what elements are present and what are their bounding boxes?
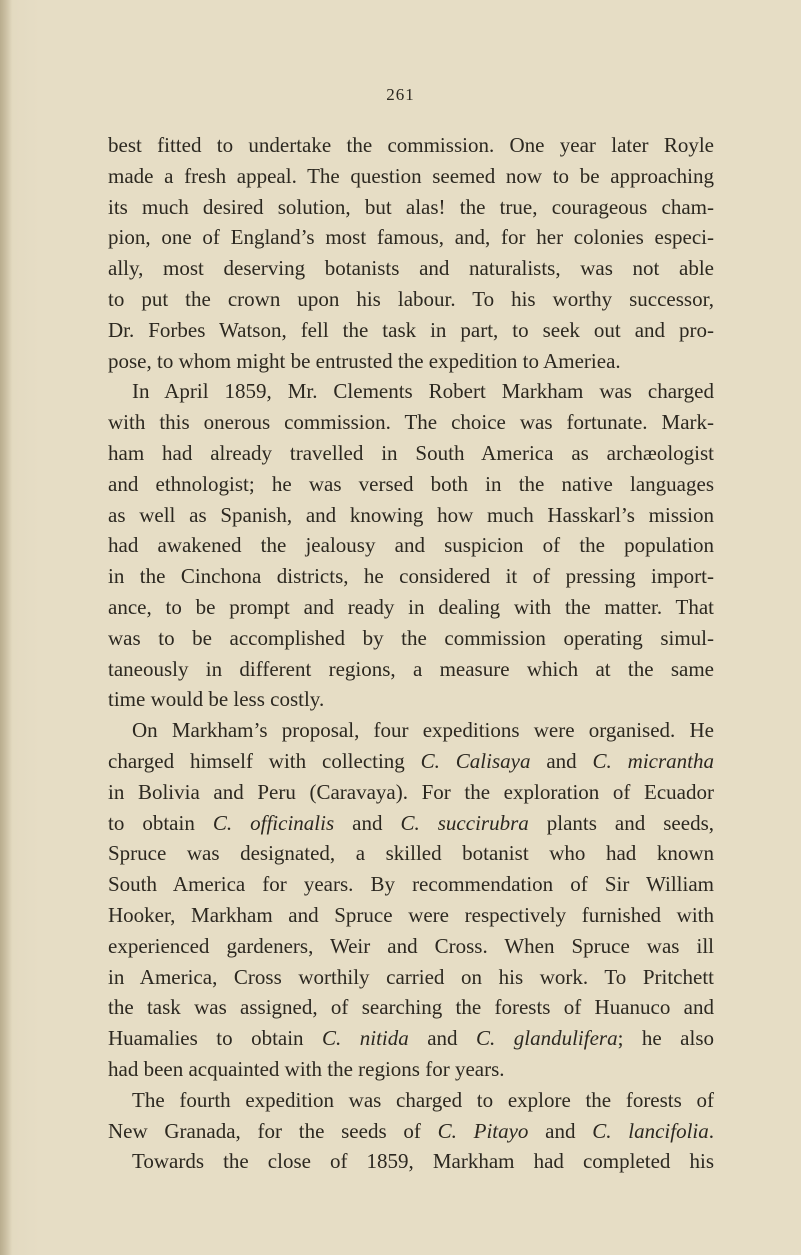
text-line: made a fresh appeal. The question seemed now to be approaching bbox=[108, 163, 714, 188]
spine-shadow bbox=[0, 0, 12, 1255]
text-line: In April 1859, Mr. Clements Robert Markham was charged bbox=[132, 379, 714, 404]
text-line: On Markham’s proposal, four expeditions were organised. He bbox=[132, 718, 714, 743]
text-line: Spruce was designated, a skilled botanist who had known bbox=[108, 841, 714, 866]
text-line: ham had already travelled in South America as archæologist bbox=[108, 440, 714, 465]
text-line: ally, most deserving botanists and naturalists, was not able bbox=[108, 256, 714, 281]
text-line: was to be accomplished by the commission operating simul- bbox=[108, 625, 714, 650]
text-line: had awakened the jealousy and suspicion of the population bbox=[108, 533, 714, 558]
text-line: taneously in different regions, a measure which at the same bbox=[108, 656, 714, 681]
text-line: in America, Cross worthily carried on his work. To Pritchett bbox=[108, 964, 714, 989]
text-line: New Granada, for the seeds of C. Pitayo and C. lancifolia. bbox=[108, 1118, 714, 1143]
text-line: its much desired solution, but alas! the true, courageous cham- bbox=[108, 194, 714, 219]
page-number: 261 bbox=[386, 85, 415, 104]
body-text bbox=[108, 130, 714, 1177]
text-line: best fitted to undertake the commission. One year later Royle bbox=[108, 133, 714, 157]
text-line: Hooker, Markham and Spruce were respectively furnished with bbox=[108, 902, 714, 927]
text-line: ance, to be prompt and ready in dealing with the matter. That bbox=[108, 594, 714, 619]
text-line: charged himself with collecting C. Calisaya and C. micrantha bbox=[108, 748, 714, 773]
text-line: The fourth expedition was charged to explore the forests of bbox=[132, 1087, 714, 1112]
text-line: the task was assigned, of searching the forests of Huanuco and bbox=[108, 995, 714, 1020]
text-line: to put the crown upon his labour. To his worthy successor, bbox=[108, 286, 714, 311]
text-line: and ethnologist; he was versed both in the native languages bbox=[108, 471, 714, 496]
text-line: South America for years. By recommendation of Sir William bbox=[108, 872, 714, 897]
text-line: as well as Spanish, and knowing how much Hasskarl’s mission bbox=[108, 502, 714, 527]
text-line: Dr. Forbes Watson, fell the task in part, to seek out and pro- bbox=[108, 317, 714, 342]
text-line: Towards the close of 1859, Markham had completed his bbox=[132, 1149, 714, 1174]
text-line: to obtain C. officinalis and C. succirubra plants and seeds, bbox=[108, 810, 715, 835]
text-line: pose, to whom might be entrusted the expedition to Ameriea. bbox=[108, 348, 621, 373]
text-line: in the Cinchona districts, he considered it of pressing import- bbox=[108, 564, 714, 589]
text-line: time would be less costly. bbox=[108, 687, 325, 712]
text-line: with this onerous commission. The choice was fortunate. Mark- bbox=[108, 410, 714, 435]
text-line: experienced gardeners, Weir and Cross. When Spruce was ill bbox=[108, 933, 714, 958]
text-line: Huamalies to obtain C. nitida and C. glandulifera; he also bbox=[108, 1026, 715, 1051]
text-line: pion, one of England’s most famous, and, for her colonies especi- bbox=[108, 225, 714, 250]
text-line: in Bolivia and Peru (Caravaya). For the exploration of Ecuador bbox=[108, 779, 714, 804]
text-line: had been acquainted with the regions for years. bbox=[108, 1056, 505, 1081]
